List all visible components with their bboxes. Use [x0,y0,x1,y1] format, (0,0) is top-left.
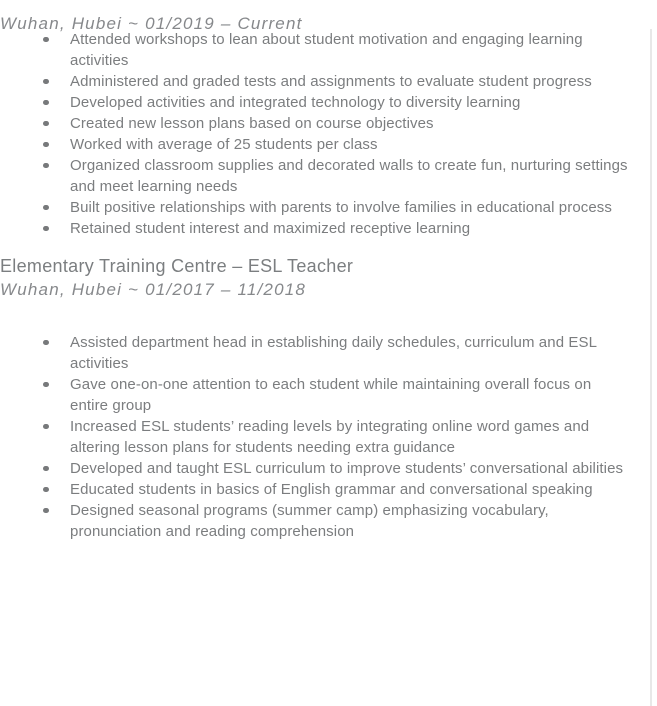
job-previous-location-dates: Wuhan, Hubei ~ 01/2017 – 11/2018 [0,280,307,299]
duty-bullet-item [70,500,630,542]
duty-bullet-text: Retained student interest and maximized receptive learning [70,220,471,237]
job-previous-title: Elementary Training Centre – ESL Teacher [0,256,354,276]
duty-bullet-text: Increased ESL students’ reading levels by integrating online word games and altering lesson plans for students needing extra guidance [70,418,590,456]
page-edge-line [650,29,652,706]
duty-bullet-item [70,134,630,155]
job-previous-duties-list [0,332,657,542]
resume-page [0,14,657,706]
duty-bullet-item [70,155,630,197]
duty-bullet-item [70,218,630,239]
duty-bullet-text: Developed activities and integrated technology to diversity learning [70,94,521,111]
duty-bullet-text: Created new lesson plans based on course objectives [70,115,434,132]
duty-bullet-text: Gave one-on-one attention to each student while maintaining overall focus on entire group [70,376,592,414]
duty-bullet-item [70,29,630,71]
duty-bullet-text: Designed seasonal programs (summer camp) emphasizing vocabulary, pronunciation and reading comprehension [70,502,549,540]
duty-bullet-item [70,479,630,500]
job-current-location-dates: Wuhan, Hubei ~ 01/2019 – Current [0,14,303,33]
duty-bullet-item [70,113,630,134]
duty-bullet-text: Assisted department head in establishing daily schedules, curriculum and ESL activities [70,334,597,372]
duty-bullet-text: Developed and taught ESL curriculum to improve students’ conversational abilities [70,460,624,477]
duty-bullet-text: Administered and graded tests and assignments to evaluate student progress [70,73,592,90]
duty-bullet-text: Attended workshops to lean about student motivation and engaging learning activities [70,31,583,69]
duty-bullet-item [70,71,630,92]
duty-bullet-text: Educated students in basics of English grammar and conversational speaking [70,481,593,498]
duty-bullet-text: Organized classroom supplies and decorated walls to create fun, nurturing settings and meet learning needs [70,157,628,195]
duty-bullet-text: Built positive relationships with parents to involve families in educational process [70,199,613,216]
duty-bullet-item [70,197,630,218]
duty-bullet-item [70,332,630,374]
duty-bullet-item [70,374,630,416]
duty-bullet-item [70,458,630,479]
duty-bullet-item [70,416,630,458]
duty-bullet-item [70,92,630,113]
duty-bullet-text: Worked with average of 25 students per class [70,136,378,153]
job-current-duties-list [0,29,657,239]
